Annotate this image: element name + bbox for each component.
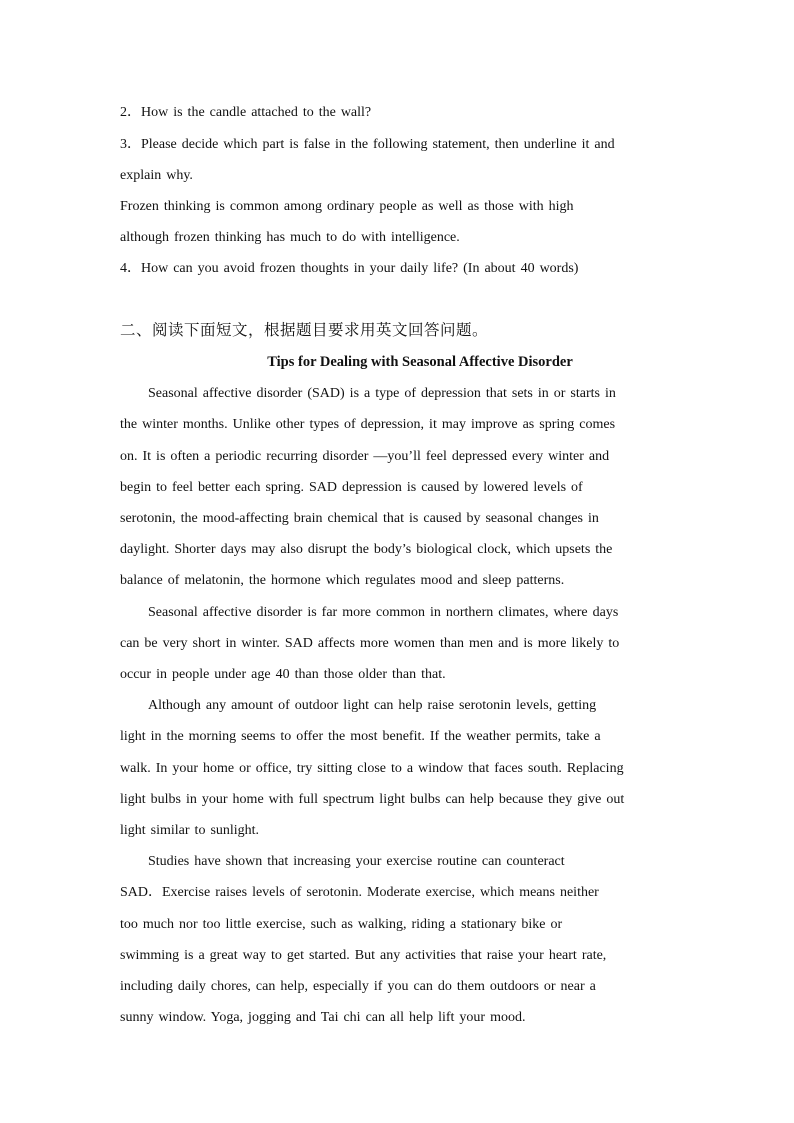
passage-line: balance of melatonin, the hormone which regulates mood and sleep patterns.	[120, 573, 565, 588]
passage-line: including daily chores, can help, especially if you can do them outdoors or near a	[120, 979, 596, 994]
passage-line: walk. In your home or office, try sitting close to a window that faces south. Replacing	[120, 761, 624, 776]
question-3-continued: explain why.	[120, 168, 193, 183]
passage-line: swimming is a great way to get started. But any activities that raise your heart rate,	[120, 948, 607, 963]
passage-line: Studies have shown that increasing your exercise routine can counteract	[148, 854, 565, 869]
passage-line: Seasonal affective disorder (SAD) is a type of depression that sets in or starts in	[148, 386, 616, 401]
question-3: 3．Please decide which part is false in the following statement, then underline it and	[120, 137, 615, 152]
passage-line: SAD．Exercise raises levels of serotonin. Moderate exercise, which means neither	[120, 885, 599, 900]
passage-line: light bulbs in your home with full spectrum light bulbs can help because they give out	[120, 792, 625, 807]
passage-line: sunny window. Yoga, jogging and Tai chi can all help lift your mood.	[120, 1010, 526, 1025]
passage-title: Tips for Dealing with Seasonal Affective Disorder	[267, 354, 573, 370]
question-4: 4．How can you avoid frozen thoughts in your daily life? (In about 40 words)	[120, 261, 579, 276]
passage-line: can be very short in winter. SAD affects more women than men and is more likely to	[120, 636, 620, 651]
passage-line: Seasonal affective disorder is far more common in northern climates, where days	[148, 605, 619, 620]
passage-line: the winter months. Unlike other types of depression, it may improve as spring comes	[120, 417, 616, 432]
passage-line: daylight. Shorter days may also disrupt the body’s biological clock, which upsets the	[120, 542, 613, 557]
passage-line: Although any amount of outdoor light can help raise serotonin levels, getting	[148, 698, 597, 713]
passage-line: begin to feel better each spring. SAD depression is caused by lowered levels of	[120, 480, 583, 495]
passage-line: serotonin, the mood-affecting brain chemical that is caused by seasonal changes in	[120, 511, 599, 526]
passage-line: on. It is often a periodic recurring disorder —you’ll feel depressed every winter and	[120, 449, 610, 464]
passage-line: light similar to sunlight.	[120, 823, 260, 838]
passage-line: light in the morning seems to offer the most benefit. If the weather permits, take a	[120, 729, 601, 744]
question-3-statement: Frozen thinking is common among ordinary people as well as those with high	[120, 199, 574, 214]
question-3-statement-continued: although frozen thinking has much to do with intelligence.	[120, 230, 460, 245]
passage-line: too much nor too little exercise, such as walking, riding a stationary bike or	[120, 917, 563, 932]
question-2: 2．How is the candle attached to the wall?	[120, 105, 372, 120]
passage-line: occur in people under age 40 than those older than that.	[120, 667, 446, 682]
section-heading: 二、阅读下面短文，根据题目要求用英文回答问题。	[120, 321, 489, 339]
